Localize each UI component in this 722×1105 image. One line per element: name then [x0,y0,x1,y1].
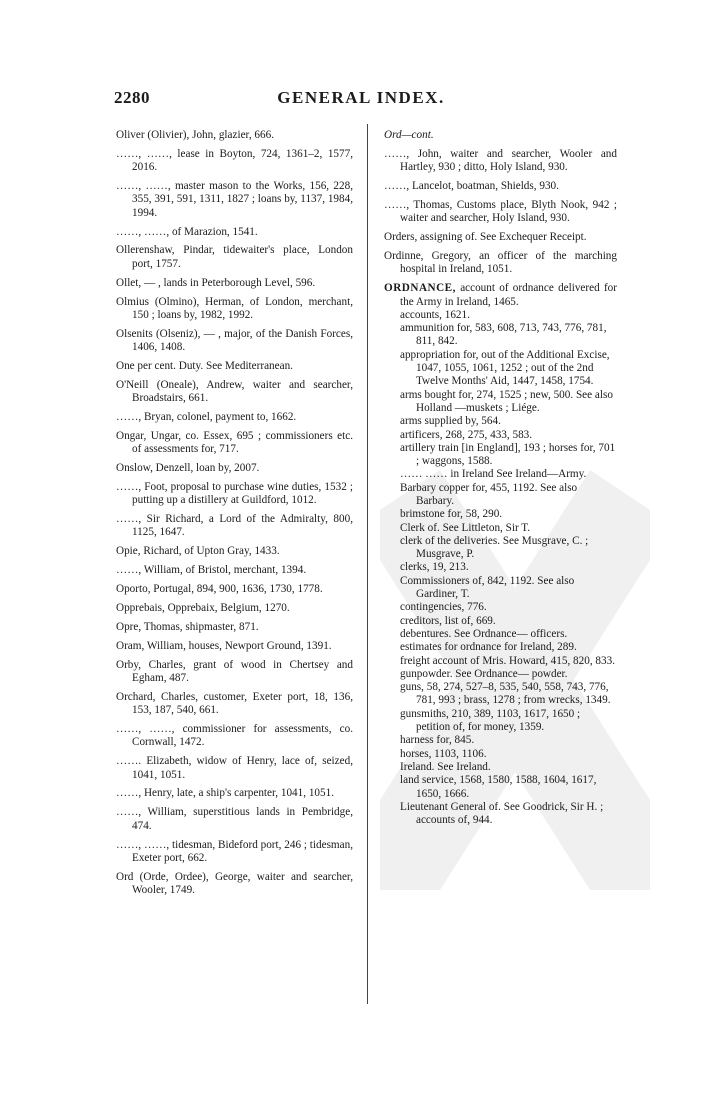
ordnance-subentry: Commissioners of, 842, 1192. See also Gardiner, T. [400,574,575,601]
ordnance-subentry: gunsmiths, 210, 389, 1103, 1617, 1650 ; petition of, for money, 1359. [400,707,581,734]
ordnance-lead: account of ordnance delivered for the Army in Ireland, 1465. [400,282,617,308]
left-column [116,129,353,903]
index-entry: Opprebais, Opprebaix, Belgium, 1270. [116,602,290,614]
ordnance-entry [384,282,617,309]
index-entry: Ollet, — , lands in Peterborough Level, 596. [116,276,316,289]
ordnance-subentry: estimates for ordnance for Ireland, 289. [400,641,577,654]
index-entry: Oram, William, houses, Newport Ground, 1391. [116,639,332,652]
index-entry: Opre, Thomas, shipmaster, 871. [116,620,259,633]
ordnance-subentry: creditors, list of, 669. [400,614,496,627]
column-divider [367,124,368,1004]
index-entry: ……, ……, of Marazion, 1541. [116,225,258,238]
index-entry: Orchard, Charles, customer, Exeter port, 18, 136, 153, 187, 540, 661. [116,690,353,717]
index-entry: ……, John, waiter and searcher, Wooler and Hartley, 930 ; ditto, Holy Island, 930. [384,147,617,174]
index-entry: ……, William, superstitious lands in Pembridge, 474. [116,806,353,832]
ordnance-subentry: harness for, 845. [400,734,475,747]
index-entry: Ollerenshaw, Pindar, tidewaiter's place, London port, 1757. [116,244,353,270]
index-entry: Olsenits (Olseniz), — , major, of the Danish Forces, 1406, 1408. [116,327,353,354]
index-entry: ……, Sir Richard, a Lord of the Admiralty, 800, 1125, 1647. [116,513,353,539]
index-entry: Orby, Charles, grant of wood in Chertsey and Egham, 487. [116,658,353,684]
index-entry: ……, ……, tidesman, Bideford port, 246 ; tidesman, Exeter port, 662. [116,838,353,864]
ordnance-subentry: arms bought for, 274, 1525 ; new, 500. See also Holland —muskets ; Liége. [400,388,613,414]
index-entry: ……. Elizabeth, widow of Henry, lace of, seized, 1041, 1051. [116,755,353,781]
ordnance-heading: ORDNANCE, [384,282,456,295]
ordnance-subentry: clerks, 19, 213. [400,561,469,574]
ordnance-subentry: horses, 1103, 1106. [400,747,487,760]
index-entry: ……, Thomas, Customs place, Blyth Nook, 942 ; waiter and searcher, Holy Island, 930. [384,198,617,225]
index-entry: O'Neill (Oneale), Andrew, waiter and searcher, Broadstairs, 661. [116,378,353,405]
page-number: 2280 [114,88,150,107]
ordnance-subentry: ammunition for, 583, 608, 713, 743, 776, 781, 811, 842. [400,322,607,348]
ordnance-subentry: Barbary copper for, 455, 1192. See also Barbary. [400,481,578,507]
index-entry: ……, Lancelot, boatman, Shields, 930. [384,180,559,193]
index-entry: Oporto, Portugal, 894, 900, 1636, 1730, 1778. [116,583,323,596]
index-entry: ……, Foot, proposal to purchase wine duties, 1532 ; putting up a distillery at Guildford, 1012. [116,480,353,507]
index-entry: ……, ……, commissioner for assessments, co. Cornwall, 1472. [116,723,353,749]
index-entry: ……, Henry, late, a ship's carpenter, 1041, 1051. [116,787,335,800]
ordnance-subentry: debentures. See Ordnance— officers. [400,627,568,640]
ordnance-subentry: clerk of the deliveries. See Musgrave, C. ; Musgrave, P. [400,534,589,561]
ordnance-subentry: appropriation for, out of the Additional Excise, 1047, 1055, 1061, 1252 ; out of the 2nd Twelve Months' Aid, 1447, 1458, 1754. [400,348,610,388]
ordnance-subentry: Ireland. See Ireland. [400,760,491,773]
ordnance-subentry: arms supplied by, 564. [400,415,501,428]
ordnance-subentry: land service, 1568, 1580, 1588, 1604, 1617, 1650, 1666. [400,774,597,800]
ordnance-subentry: contingencies, 776. [400,601,487,614]
ordnance-subentry: brimstone for, 58, 290. [400,508,503,521]
page-title: GENERAL INDEX. [277,88,445,107]
ordnance-subentry: Lieutenant General of. See Goodrick, Sir H. ; accounts of, 944. [400,800,604,827]
index-entry: Oliver (Olivier), John, glazier, 666. [116,129,274,141]
index-entry: Opie, Richard, of Upton Gray, 1433. [116,545,280,558]
right-column [384,129,617,827]
index-entry: ……, ……, lease in Boyton, 724, 1361–2, 1577, 2016. [116,147,353,174]
index-entry: Onslow, Denzell, loan by, 2007. [116,462,260,475]
ordnance-subentry: guns, 58, 274, 527–8, 535, 540, 558, 743, 776, 781, 993 ; brass, 1278 ; from wrecks, 1349. [400,681,611,707]
index-entry: Ord (Orde, Ordee), George, waiter and searcher, Wooler, 1749. [116,870,353,896]
ordnance-subentry: Clerk of. See Littleton, Sir T. [400,521,531,534]
ordnance-subentry: artificers, 268, 275, 433, 583. [400,428,533,441]
ordnance-subentry: …… …… in Ireland See Ireland—Army. [400,468,587,481]
index-entry: ……, ……, master mason to the Works, 156, 228, 355, 391, 591, 1311, 1827 ; loans by, 1137, 1984, 1994. [116,180,353,219]
index-entry: One per cent. Duty. See Mediterranean. [116,359,293,372]
index-entry: ……, Bryan, colonel, payment to, 1662. [116,410,297,423]
index-entry: ……, William, of Bristol, merchant, 1394. [116,564,307,577]
ordnance-subentry: gunpowder. See Ordnance— powder. [400,667,568,680]
index-entry: Olmius (Olmino), Herman, of London, merchant, 150 ; loans by, 1982, 1992. [116,295,353,321]
continued-heading: Ord—cont. [384,129,434,141]
ordnance-subentry: artillery train [in England], 193 ; horses for, 701 ; waggons, 1588. [400,441,616,468]
ordnance-subentry: freight account of Mris. Howard, 415, 820, 833. [400,654,616,667]
ordnance-subentry: accounts, 1621. [400,308,470,321]
index-entry: Orders, assigning of. See Exchequer Receipt. [384,231,587,244]
index-entry: Ongar, Ungar, co. Essex, 695 ; commissioners etc. of assessments for, 717. [116,429,353,456]
index-entry: Ordinne, Gregory, an officer of the marching hospital in Ireland, 1051. [384,250,617,276]
